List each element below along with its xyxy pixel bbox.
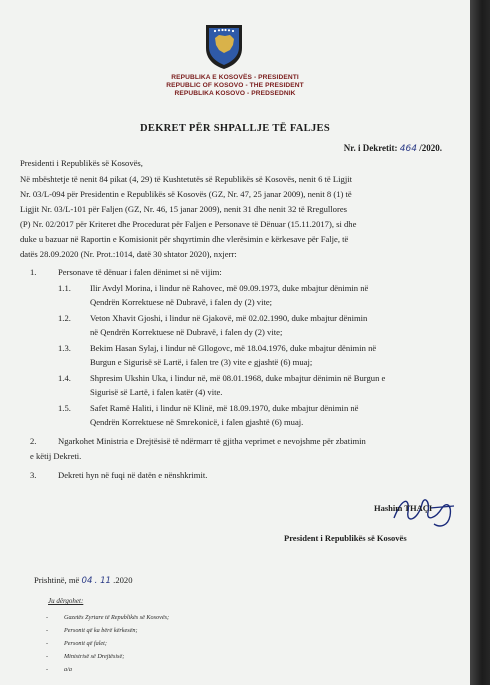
article-2-line: e këtij Dekreti. — [30, 451, 82, 461]
item-line: Shpresim Ukshin Uka, i lindur në, më 08.01.1968, duke mbajtur dënimin në Burgun e — [90, 373, 386, 383]
decree-title: DEKRET PËR SHPALLJE TË FALJES — [140, 123, 330, 134]
article-3-text: Dekreti hyn në fuqi në datën e nënshkrimit. — [58, 470, 208, 480]
signatory-title: President i Republikës së Kosovës — [284, 533, 407, 543]
article-2-line: Ngarkohet Ministria e Drejtësisë të ndërmarr të gjitha veprimet e nevojshme për zbatimin — [58, 436, 366, 446]
item-line: Safet Ramë Haliti, i lindur në Klinë, më 18.09.1970, duke mbajtur dënimin në — [90, 403, 359, 413]
date-month: 11 — [100, 576, 112, 586]
place-prefix: Prishtinë, më — [34, 575, 80, 585]
item-line: Qendrën Korrektuese në Dubravë, i falen dy (2) vite; — [90, 297, 273, 307]
preamble-line: Ligjit Nr. 03/L-101 për Faljen (GZ, Nr. 46, 15 janar 2009), nenit 31 dhe nenit 32 të Rregullores — [20, 204, 347, 214]
decree-number-handwritten: 464 — [399, 144, 417, 154]
distribution-item: - Ministrisë së Drejtësisë; — [46, 653, 125, 660]
article-1-text: Personave të dënuar i falen dënimet si në vijim: — [58, 267, 222, 277]
item-number: 1.5. — [58, 403, 71, 413]
item-number: 1.2. — [58, 313, 71, 323]
header-line-1: REPUBLIKA E KOSOVËS - PRESIDENTI — [171, 74, 299, 81]
item-line: Bekim Hasan Sylaj, i lindur në Gllogovc, më 18.04.1976, duke mbajtur dënimin në — [90, 343, 377, 353]
distribution-item: - Personit që falet; — [46, 640, 107, 647]
article-1-number: 1. — [30, 267, 37, 277]
item-line: Sigurisë së Lartë, i falen katër (4) vite. — [90, 387, 223, 397]
item-line: Veton Xhavit Gjoshi, i lindur në Gjakovë, më 02.02.1990, duke mbajtur dënimin — [90, 313, 368, 323]
article-2-number: 2. — [30, 436, 37, 446]
article-3-number: 3. — [30, 470, 37, 480]
item-line: në Qendrën Korrektuese në Dubravë, i falen dy (2) vite; — [90, 327, 283, 337]
item-number: 1.1. — [58, 283, 71, 293]
header-line-2: REPUBLIC OF KOSOVO - THE PRESIDENT — [166, 82, 304, 89]
date-year: .2020 — [113, 575, 133, 585]
decree-number-suffix: /2020. — [419, 143, 442, 153]
header-line-3: REPUBLIKA KOSOVO - PREDSEDNIK — [174, 90, 296, 97]
preamble-line: duke u bazuar në Raportin e Komisionit për shqyrtimin dhe vlerësimin e kërkesave për Falje, të — [20, 234, 349, 244]
distribution-item: - Personit që ka bërë kërkesën; — [46, 627, 138, 634]
date-day: 04 — [81, 576, 93, 586]
place-date: Prishtinë, më 04 . 11 .2020 — [34, 575, 133, 586]
distribution-heading: Ju dërgohet: — [48, 597, 84, 605]
preamble-line: datës 28.09.2020 (Nr. Prot.:1014, datë 30 shtator 2020), nxjerr: — [20, 249, 237, 259]
decree-number — [344, 143, 442, 154]
signatory-name: Hashim THAÇI — [374, 503, 433, 513]
decree-number-prefix: Nr. i Dekretit: — [343, 143, 398, 153]
background-edge — [470, 0, 490, 685]
item-number: 1.3. — [58, 343, 71, 353]
kosovo-emblem-icon — [203, 22, 245, 70]
item-line: Ilir Avdyl Morina, i lindur në Rahovec, më 09.09.1973, duke mbajtur dënimin në — [90, 283, 369, 293]
item-number: 1.4. — [58, 373, 71, 383]
item-line: Burgun e Sigurisë së Lartë, i falen tre (3) vite e gjashtë (6) muaj; — [90, 357, 313, 367]
preamble-line: Në mbështetje të nenit 84 pikat (4, 29) të Kushtetutës së Republikës së Kosovës, nenit 6 të Ligjit — [20, 174, 352, 184]
distribution-item: - Gazetës Zyrtare të Republikës së Kosovës; — [46, 614, 170, 621]
item-line: Qendrën Korrektuese në Smrekonicë, i falen gjashtë (6) muaj. — [90, 417, 304, 427]
distribution-item: - a/a — [46, 666, 72, 673]
preamble-line: Nr. 03/L-094 për Presidentin e Republikës së Kosovës (GZ, Nr. 47, 25 janar 2009), nenit 8 (1) të — [20, 189, 352, 199]
preamble-line: (P) Nr. 02/2017 për Kriteret dhe Procedurat për Faljen e Personave të Dënuar (15.11.2017), si dhe — [20, 219, 357, 229]
preamble-line: Presidenti i Republikës së Kosovës, — [20, 158, 143, 168]
